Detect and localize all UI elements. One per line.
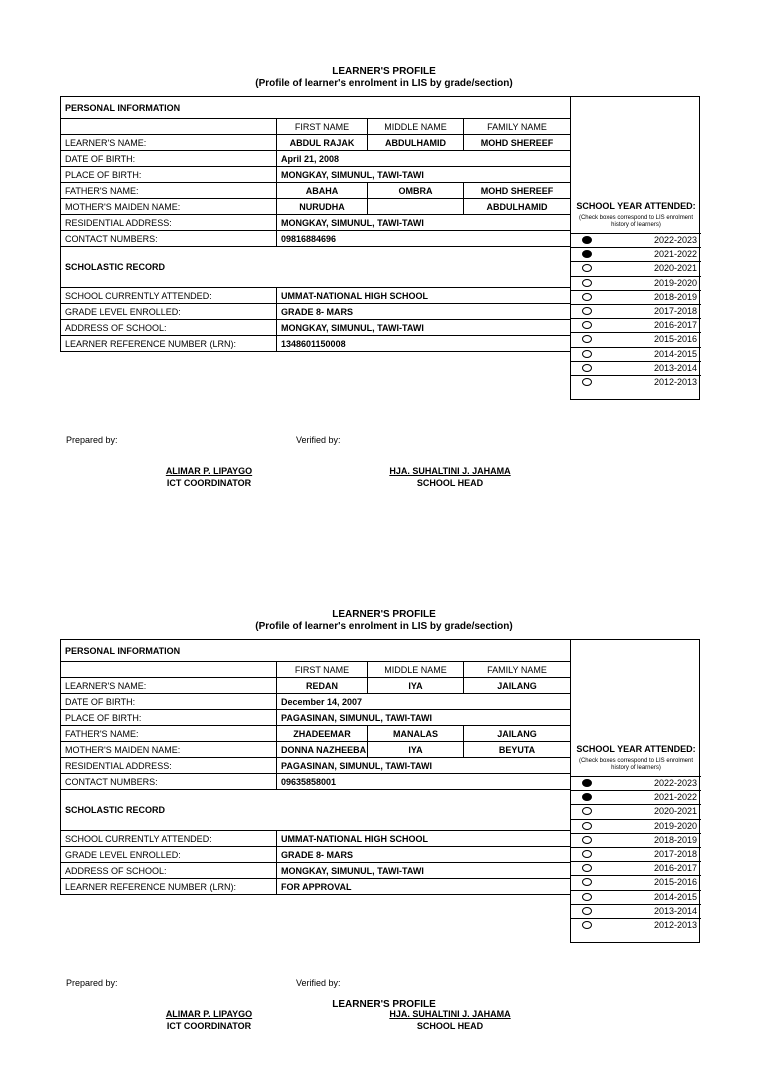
school-year-label: 2015-2016 <box>653 334 697 345</box>
empty-circle-icon[interactable] <box>582 293 592 301</box>
mother-name-label: MOTHER'S MAIDEN NAME: <box>61 199 277 215</box>
school-year-label: 2014-2015 <box>653 891 697 902</box>
first-name-header: FIRST NAME <box>277 662 368 678</box>
school-year-row <box>571 833 701 847</box>
preparer-role: ICT COORDINATOR <box>166 478 252 488</box>
school-year-note: (Check boxes correspond to LIS enrolment history of learners) <box>578 758 694 771</box>
school-year-row <box>571 247 701 261</box>
learner-family-name: MOHD SHEREEF <box>464 135 571 151</box>
empty-circle-icon[interactable] <box>582 807 592 815</box>
dob-label: DATE OF BIRTH: <box>61 151 277 167</box>
lrn-value: FOR APPROVAL <box>277 879 571 895</box>
school-year-row <box>571 233 701 247</box>
learner-profile <box>0 63 768 523</box>
empty-circle-icon[interactable] <box>582 893 592 901</box>
prepared-by-label: Prepared by: <box>66 978 118 988</box>
contact-value: 09816884696 <box>277 231 571 247</box>
lrn-label: LEARNER REFERENCE NUMBER (LRN): <box>61 879 277 895</box>
school-address-value: MONGKAY, SIMUNUL, TAWI-TAWI <box>277 863 571 879</box>
prepared-by-label: Prepared by: <box>66 435 118 445</box>
blank-cell <box>61 662 277 678</box>
father-middle-name: OMBRA <box>368 183 464 199</box>
empty-circle-icon[interactable] <box>582 307 592 315</box>
personal-info-header: PERSONAL INFORMATION <box>61 97 571 119</box>
learner-name-label: LEARNER'S NAME: <box>61 135 277 151</box>
school-year-row <box>571 890 701 904</box>
mother-middle-name: IYA <box>368 742 464 758</box>
father-first-name: ABAHA <box>277 183 368 199</box>
pob-value: PAGASINAN, SIMUNUL, TAWI-TAWI <box>277 710 571 726</box>
mother-family-name: BEYUTA <box>464 742 571 758</box>
school-year-label: 2015-2016 <box>653 877 697 888</box>
school-year-row <box>571 875 701 889</box>
school-year-label: 2014-2015 <box>653 348 697 359</box>
address-value: PAGASINAN, SIMUNUL, TAWI-TAWI <box>277 758 571 774</box>
empty-circle-icon[interactable] <box>582 850 592 858</box>
empty-circle-icon[interactable] <box>582 335 592 343</box>
school-year-label: 2016-2017 <box>653 863 697 874</box>
school-year-label: 2016-2017 <box>653 320 697 331</box>
mother-name-label: MOTHER'S MAIDEN NAME: <box>61 742 277 758</box>
checked-circle-icon[interactable] <box>582 236 592 244</box>
school-year-label: 2017-2018 <box>653 848 697 859</box>
school-year-row <box>571 904 701 918</box>
school-year-label: 2020-2021 <box>653 806 697 817</box>
blank-cell <box>61 119 277 135</box>
father-middle-name: MANALAS <box>368 726 464 742</box>
school-year-row <box>571 276 701 290</box>
personal-info-table <box>60 96 571 352</box>
school-year-row <box>571 847 701 861</box>
school-year-label: 2018-2019 <box>653 834 697 845</box>
empty-circle-icon[interactable] <box>582 864 592 872</box>
school-year-label: 2022-2023 <box>653 778 697 788</box>
school-year-row <box>571 290 701 304</box>
address-label: RESIDENTIAL ADDRESS: <box>61 758 277 774</box>
mother-first-name: NURUDHA <box>277 199 368 215</box>
school-year-row <box>571 361 701 375</box>
mother-family-name: ABDULHAMID <box>464 199 571 215</box>
school-year-attended-label: SCHOOL YEAR ATTENDED: <box>576 201 696 211</box>
school-year-label: 2013-2014 <box>653 905 697 916</box>
preparer-name: ALIMAR P. LIPAYGO <box>165 466 253 476</box>
mother-first-name: DONNA NAZHEEBA <box>277 742 368 758</box>
learner-first-name: REDAN <box>277 678 368 694</box>
next-profile-title: LEARNER'S PROFILE <box>332 999 436 1010</box>
school-year-row <box>571 347 701 361</box>
empty-circle-icon[interactable] <box>582 378 592 386</box>
grade-label: GRADE LEVEL ENROLLED: <box>61 847 277 863</box>
school-year-label: 2017-2018 <box>653 305 697 316</box>
school-address-value: MONGKAY, SIMUNUL, TAWI-TAWI <box>277 320 571 336</box>
school-year-row <box>571 861 701 875</box>
empty-circle-icon[interactable] <box>582 822 592 830</box>
learner-middle-name: IYA <box>368 678 464 694</box>
learner-name-label: LEARNER'S NAME: <box>61 678 277 694</box>
contact-label: CONTACT NUMBERS: <box>61 231 277 247</box>
dob-label: DATE OF BIRTH: <box>61 694 277 710</box>
school-year-label: 2020-2021 <box>653 263 697 274</box>
school-year-panel <box>570 96 700 400</box>
learner-middle-name: ABDULHAMID <box>368 135 464 151</box>
school-year-row <box>571 790 701 804</box>
pob-label: PLACE OF BIRTH: <box>61 710 277 726</box>
verifier-role: SCHOOL HEAD <box>416 478 484 488</box>
profile-title: LEARNER'S PROFILE <box>332 66 436 77</box>
school-year-row <box>571 318 701 332</box>
learner-first-name: ABDUL RAJAK <box>277 135 368 151</box>
school-year-row <box>571 375 701 389</box>
father-name-label: FATHER'S NAME: <box>61 726 277 742</box>
scholastic-record-header: SCHOLASTIC RECORD <box>61 247 571 288</box>
school-year-row <box>571 819 701 833</box>
family-name-header: FAMILY NAME <box>464 662 571 678</box>
grade-label: GRADE LEVEL ENROLLED: <box>61 304 277 320</box>
preparer-role: ICT COORDINATOR <box>166 1021 252 1031</box>
father-family-name: JAILANG <box>464 726 571 742</box>
middle-name-header: MIDDLE NAME <box>368 662 464 678</box>
address-value: MONGKAY, SIMUNUL, TAWI-TAWI <box>277 215 571 231</box>
school-year-row <box>571 304 701 318</box>
learner-profile <box>0 606 768 1066</box>
verified-by-label: Verified by: <box>296 435 341 445</box>
empty-circle-icon[interactable] <box>582 878 592 886</box>
empty-circle-icon[interactable] <box>582 321 592 329</box>
school-year-row <box>571 332 701 346</box>
father-family-name: MOHD SHEREEF <box>464 183 571 199</box>
checked-circle-icon[interactable] <box>582 250 592 258</box>
middle-name-header: MIDDLE NAME <box>368 119 464 135</box>
school-address-label: ADDRESS OF SCHOOL: <box>61 320 277 336</box>
pob-label: PLACE OF BIRTH: <box>61 167 277 183</box>
verified-by-label: Verified by: <box>296 978 341 988</box>
school-address-label: ADDRESS OF SCHOOL: <box>61 863 277 879</box>
empty-circle-icon[interactable] <box>582 907 592 915</box>
family-name-header: FAMILY NAME <box>464 119 571 135</box>
first-name-header: FIRST NAME <box>277 119 368 135</box>
grade-value: GRADE 8- MARS <box>277 847 571 863</box>
school-year-row <box>571 261 701 275</box>
empty-circle-icon[interactable] <box>582 264 592 272</box>
empty-circle-icon[interactable] <box>582 364 592 372</box>
school-year-panel <box>570 639 700 943</box>
school-year-label: 2013-2014 <box>653 362 697 373</box>
school-year-list <box>571 233 701 389</box>
father-name-label: FATHER'S NAME: <box>61 183 277 199</box>
school-year-attended-label: SCHOOL YEAR ATTENDED: <box>576 744 696 754</box>
dob-value: December 14, 2007 <box>277 694 571 710</box>
grade-value: GRADE 8- MARS <box>277 304 571 320</box>
dob-value: April 21, 2008 <box>277 151 571 167</box>
school-year-list <box>571 776 701 932</box>
school-year-row <box>571 918 701 932</box>
pob-value: MONGKAY, SIMUNUL, TAWI-TAWI <box>277 167 571 183</box>
school-year-label: 2022-2023 <box>653 235 697 245</box>
mother-middle-name <box>368 199 464 215</box>
school-year-row <box>571 804 701 818</box>
contact-label: CONTACT NUMBERS: <box>61 774 277 790</box>
learner-family-name: JAILANG <box>464 678 571 694</box>
scholastic-record-header: SCHOLASTIC RECORD <box>61 790 571 831</box>
address-label: RESIDENTIAL ADDRESS: <box>61 215 277 231</box>
school-year-label: 2021-2022 <box>653 249 697 260</box>
verifier-role: SCHOOL HEAD <box>416 1021 484 1031</box>
empty-circle-icon[interactable] <box>582 350 592 358</box>
school-year-note: (Check boxes correspond to LIS enrolment history of learners) <box>578 215 694 228</box>
empty-circle-icon[interactable] <box>582 279 592 287</box>
school-year-label: 2019-2020 <box>653 277 697 288</box>
school-year-label: 2012-2013 <box>653 376 697 387</box>
personal-info-header: PERSONAL INFORMATION <box>61 640 571 662</box>
school-year-row <box>571 776 701 790</box>
profile-title: LEARNER'S PROFILE <box>332 609 436 620</box>
school-year-label: 2019-2020 <box>653 820 697 831</box>
lrn-value: 134860115000​8 <box>277 336 571 352</box>
empty-circle-icon[interactable] <box>582 836 592 844</box>
checked-circle-icon[interactable] <box>582 793 592 801</box>
empty-circle-icon[interactable] <box>582 921 592 929</box>
school-year-label: 2021-2022 <box>653 792 697 803</box>
father-first-name: ZHADEEMAR <box>277 726 368 742</box>
checked-circle-icon[interactable] <box>582 779 592 787</box>
school-label: SCHOOL CURRENTLY ATTENDED: <box>61 288 277 304</box>
profile-subtitle: (Profile of learner's enrolment in LIS by grade/section) <box>255 78 513 89</box>
school-year-label: 2012-2013 <box>653 919 697 930</box>
school-value: UMMAT-NATIONAL HIGH SCHOOL <box>277 288 571 304</box>
lrn-label: LEARNER REFERENCE NUMBER (LRN): <box>61 336 277 352</box>
profile-subtitle: (Profile of learner's enrolment in LIS by grade/section) <box>255 621 513 632</box>
verifier-name: HJA. SUHALTINI J. JAHAMA <box>389 466 511 476</box>
personal-info-table <box>60 639 571 895</box>
school-value: UMMAT-NATIONAL HIGH SCHOOL <box>277 831 571 847</box>
contact-value: 09635858001 <box>277 774 571 790</box>
preparer-name: ALIMAR P. LIPAYGO <box>165 1009 253 1019</box>
verifier-name: HJA. SUHALTINI J. JAHAMA <box>389 1009 511 1019</box>
school-label: SCHOOL CURRENTLY ATTENDED: <box>61 831 277 847</box>
school-year-label: 2018-2019 <box>653 291 697 302</box>
